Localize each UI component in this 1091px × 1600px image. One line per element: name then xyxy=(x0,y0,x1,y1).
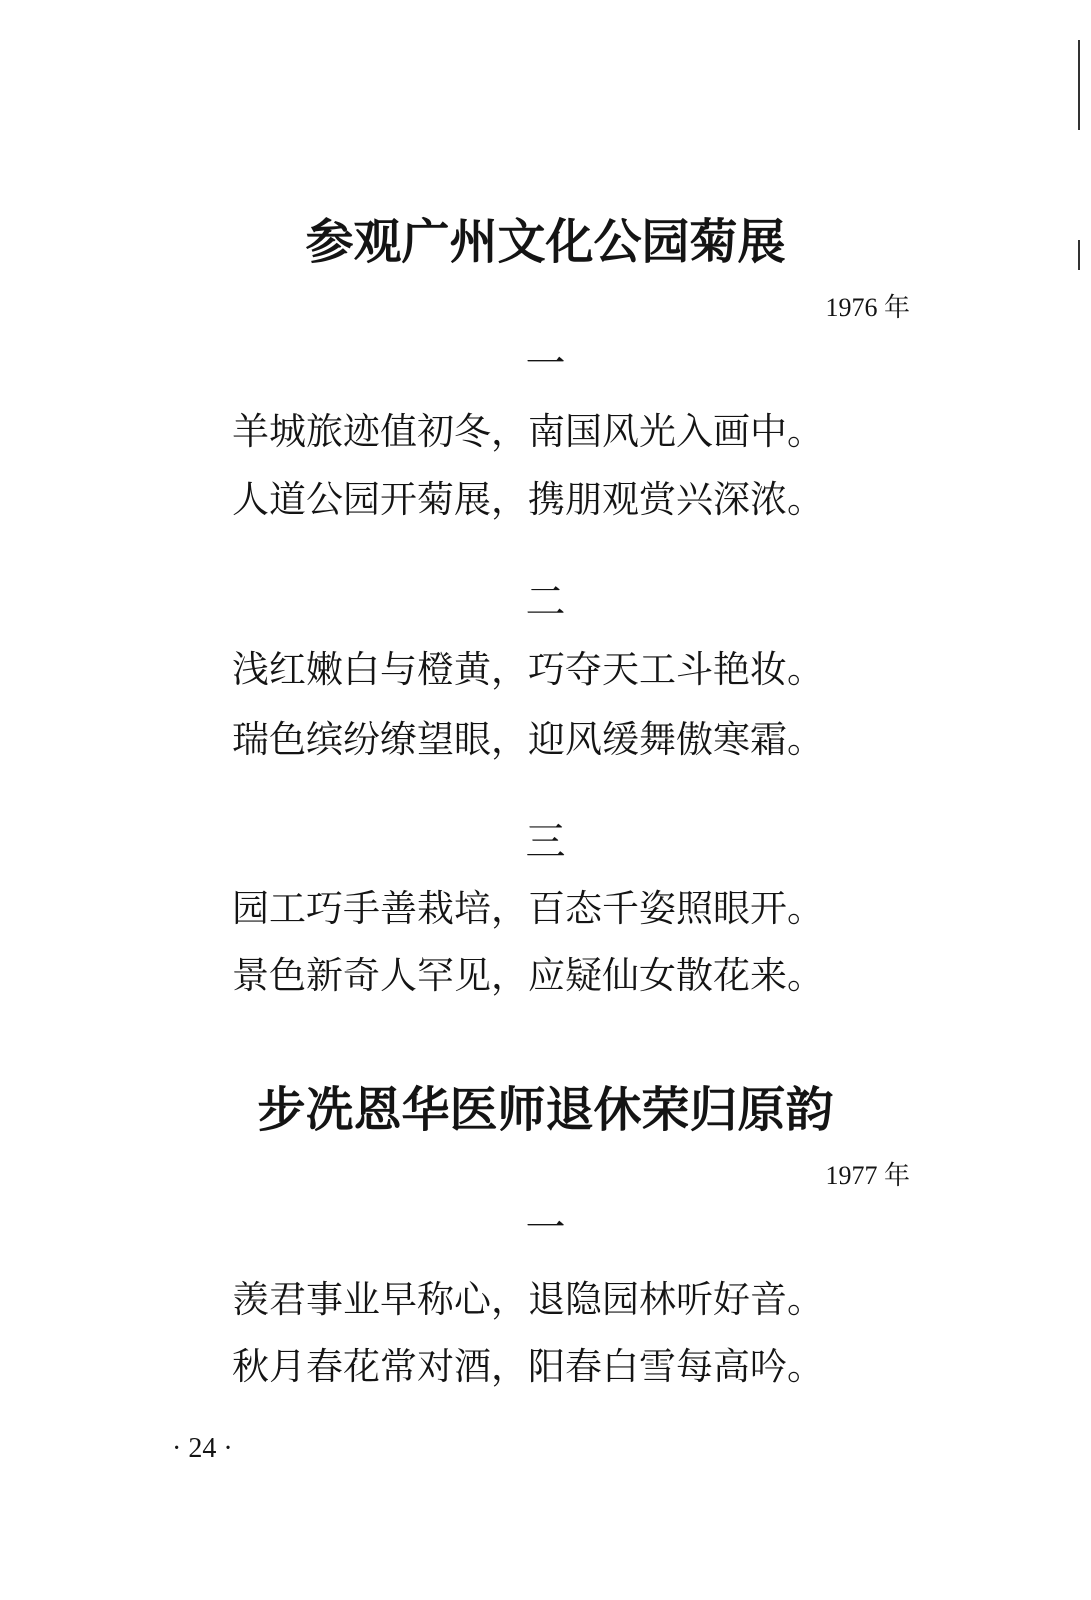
poem-title-2: 步冼恩华医师退休荣归原韵 xyxy=(257,1082,834,1138)
stanza-number-2-1: 一 xyxy=(525,1205,566,1251)
poem-year-1: 1976 年 xyxy=(825,293,910,322)
poem-line: 景色新奇人罕见，应疑仙女散花来。 xyxy=(232,954,824,997)
poem-line: 浅红嫩白与橙黄，巧夺天工斗艳妆。 xyxy=(232,648,824,691)
poem-line: 羡君事业早称心，退隐园林听好音。 xyxy=(232,1278,824,1321)
stanza-number-1-1: 一 xyxy=(525,341,566,387)
stanza-number-1-3: 三 xyxy=(525,819,566,865)
stanza-number-1-2: 二 xyxy=(525,579,566,625)
poem-line: 园工巧手善栽培，百态千姿照眼开。 xyxy=(232,887,824,930)
poem-line: 人道公园开菊展，携朋观赏兴深浓。 xyxy=(232,478,824,521)
scan-edge-mark xyxy=(1078,40,1080,130)
poem-line: 羊城旅迹值初冬，南国风光入画中。 xyxy=(232,410,824,453)
scan-edge-mark xyxy=(1078,240,1080,270)
poem-line: 秋月春花常对酒，阳春白雪每高吟。 xyxy=(232,1345,824,1388)
poem-line: 瑞色缤纷缭望眼，迎风缓舞傲寒霜。 xyxy=(232,718,824,761)
poem-year-2: 1977 年 xyxy=(825,1161,910,1190)
page-number: · 24 · xyxy=(172,1433,233,1464)
poem-title-1: 参观广州文化公园菊展 xyxy=(305,214,786,270)
